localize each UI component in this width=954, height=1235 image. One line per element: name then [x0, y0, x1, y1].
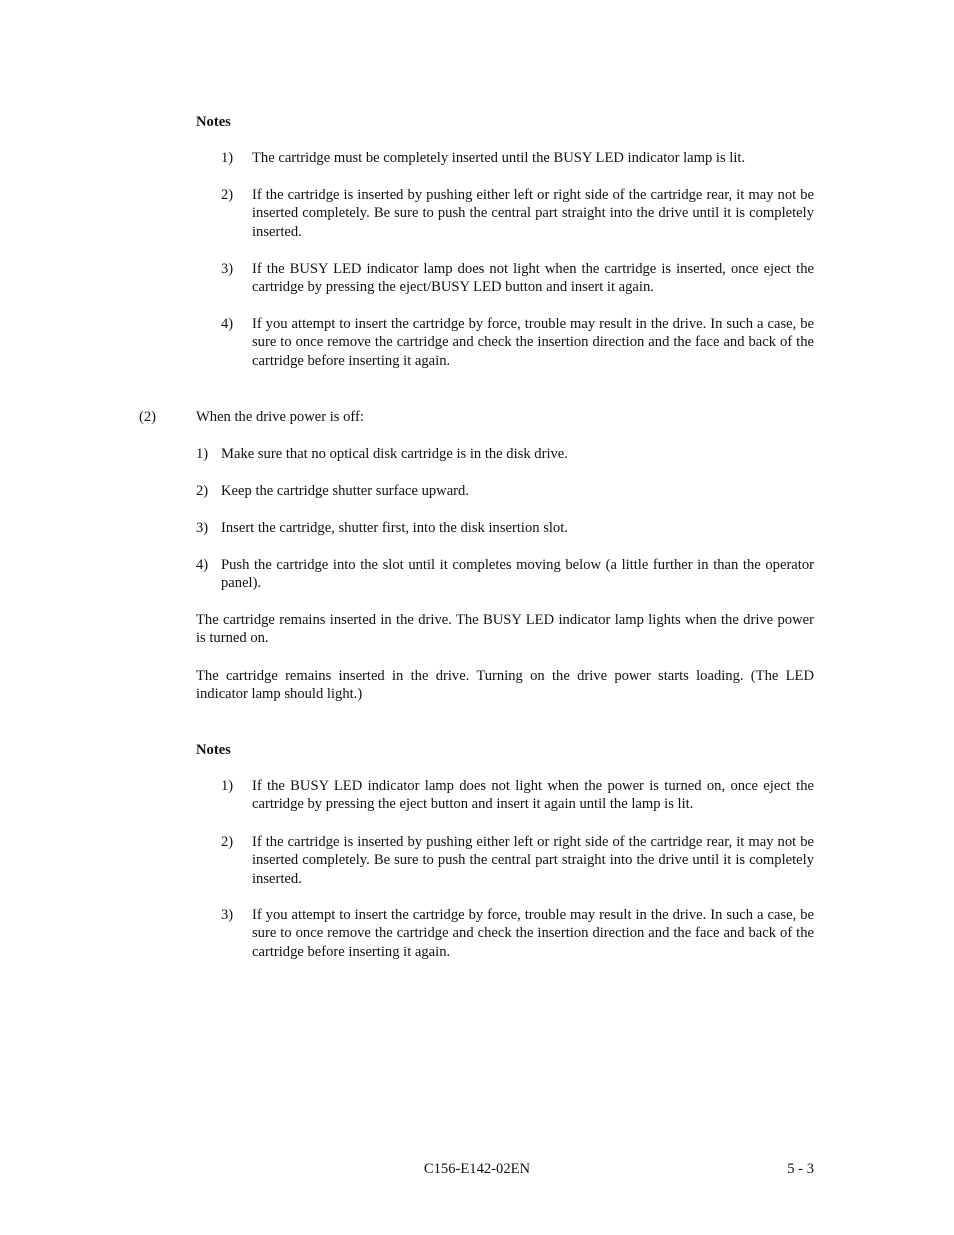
- note-text: If you attempt to insert the cartridge by force, trouble may result in the drive. In such a case, be sure to once remove the cartridge and check the insertion direction and the face and back of the cartridge before inserting it again.: [252, 907, 814, 960]
- step-number: 1): [196, 446, 209, 462]
- step-item: [196, 482, 814, 501]
- note-text: If the cartridge is inserted by pushing either left or right side of the cartridge rear, it may not be inserted completely. Be sure to push the central part straight into the drive until it is completely inserted.: [252, 187, 814, 240]
- note-number: 2): [221, 187, 234, 203]
- note-text: If you attempt to insert the cartridge by force, trouble may result in the drive. In such a case, be sure to once remove the cartridge and check the insertion direction and the face and back of the cartridge before inserting it again.: [252, 316, 814, 369]
- note-text: If the BUSY LED indicator lamp does not light when the cartridge is inserted, once eject the cartridge by pressing the eject/BUSY LED button and insert it again.: [252, 261, 814, 296]
- step-number: 2): [196, 483, 209, 499]
- document-code: C156-E142-02EN: [423, 1161, 531, 1177]
- note-item: [221, 906, 814, 962]
- note-item: [221, 833, 814, 889]
- step-text: Keep the cartridge shutter surface upward.: [221, 483, 469, 499]
- step-text: Insert the cartridge, shutter first, into the disk insertion slot.: [221, 520, 568, 536]
- note-text: The cartridge must be completely inserted until the BUSY LED indicator lamp is lit.: [252, 150, 746, 166]
- note-number: 3): [221, 907, 234, 923]
- notes-heading: Notes: [196, 742, 231, 758]
- note-number: 1): [221, 150, 234, 166]
- note-number: 3): [221, 261, 234, 277]
- step-text: Push the cartridge into the slot until it completes moving below (a little further in than the operator panel).: [221, 557, 814, 592]
- note-number: 1): [221, 778, 234, 794]
- note-item: [221, 186, 814, 242]
- note-item: [221, 260, 814, 298]
- step-item: [196, 445, 814, 464]
- step-number: 4): [196, 557, 209, 573]
- note-item: [221, 315, 814, 371]
- step-text: Make sure that no optical disk cartridge is in the disk drive.: [221, 446, 568, 462]
- step-item: [196, 519, 814, 538]
- page-number: 5 - 3: [787, 1161, 814, 1177]
- section-heading: [139, 408, 814, 427]
- note-item: [221, 149, 814, 168]
- note-text: If the BUSY LED indicator lamp does not light when the power is turned on, once eject the cartridge by pressing the eject button and insert it again until the lamp is lit.: [252, 778, 814, 813]
- step-number: 3): [196, 520, 209, 536]
- section-title: When the drive power is off:: [196, 409, 364, 425]
- body-paragraph: The cartridge remains inserted in the drive. Turning on the drive power starts loading. (The LED indicator lamp should light.): [196, 668, 814, 703]
- section-number: (2): [139, 409, 157, 425]
- note-number: 4): [221, 316, 234, 332]
- note-number: 2): [221, 834, 234, 850]
- body-paragraph: The cartridge remains inserted in the drive. The BUSY LED indicator lamp lights when the drive power is turned on.: [196, 612, 814, 647]
- step-item: [196, 556, 814, 594]
- note-item: [221, 777, 814, 815]
- notes-heading: Notes: [196, 114, 231, 130]
- note-text: If the cartridge is inserted by pushing either left or right side of the cartridge rear, it may not be inserted completely. Be sure to push the central part straight into the drive until it is completely inserted.: [252, 834, 814, 887]
